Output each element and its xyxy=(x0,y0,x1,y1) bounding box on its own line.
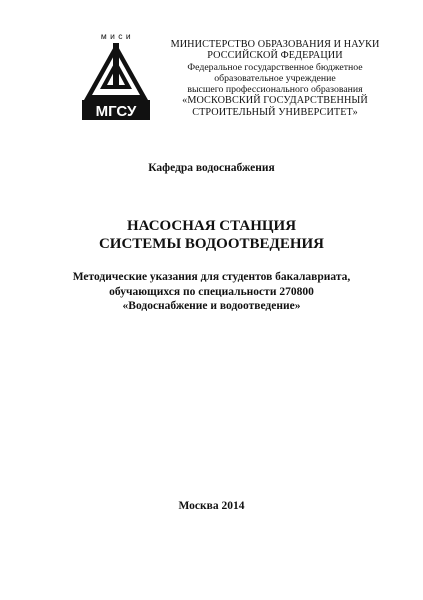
ministry-header xyxy=(158,39,392,118)
publication-place-year: Москва 2014 xyxy=(178,500,245,512)
document-subtitle xyxy=(0,270,423,314)
ministry-line-5: высшего профессионального образования xyxy=(187,84,363,96)
ministry-line-4: образовательное учреждение xyxy=(214,72,336,84)
subtitle-line-1: Методические указания для студентов бакалавриата, xyxy=(72,271,351,283)
subtitle-line-2: обучающихся по специальности 270800 xyxy=(109,285,314,298)
ministry-line-6: «МОСКОВСКИЙ ГОСУДАРСТВЕННЫЙ xyxy=(182,95,368,107)
logo-top-text: м и с и xyxy=(100,31,132,41)
university-logo xyxy=(78,30,154,122)
ministry-line-2: РОССИЙСКОЙ ФЕДЕРАЦИИ xyxy=(207,50,343,62)
ministry-line-1: МИНИСТЕРСТВО ОБРАЗОВАНИЯ И НАУКИ xyxy=(170,39,380,50)
title-line-1: НАСОСНАЯ СТАНЦИЯ xyxy=(126,218,297,234)
mgsu-logo-icon xyxy=(78,30,154,122)
ministry-line-3: Федеральное государственное бюджетное xyxy=(187,61,363,73)
subtitle-line-3: «Водоснабжение и водоотведение» xyxy=(122,300,301,312)
logo-brand-text: МГСУ xyxy=(95,103,137,120)
department-name: Кафедра водоснабжения xyxy=(148,162,275,174)
title-line-2: СИСТЕМЫ ВОДООТВЕДЕНИЯ xyxy=(98,235,325,252)
ministry-line-7: СТРОИТЕЛЬНЫЙ УНИВЕРСИТЕТ» xyxy=(192,106,358,118)
document-title xyxy=(0,218,423,253)
